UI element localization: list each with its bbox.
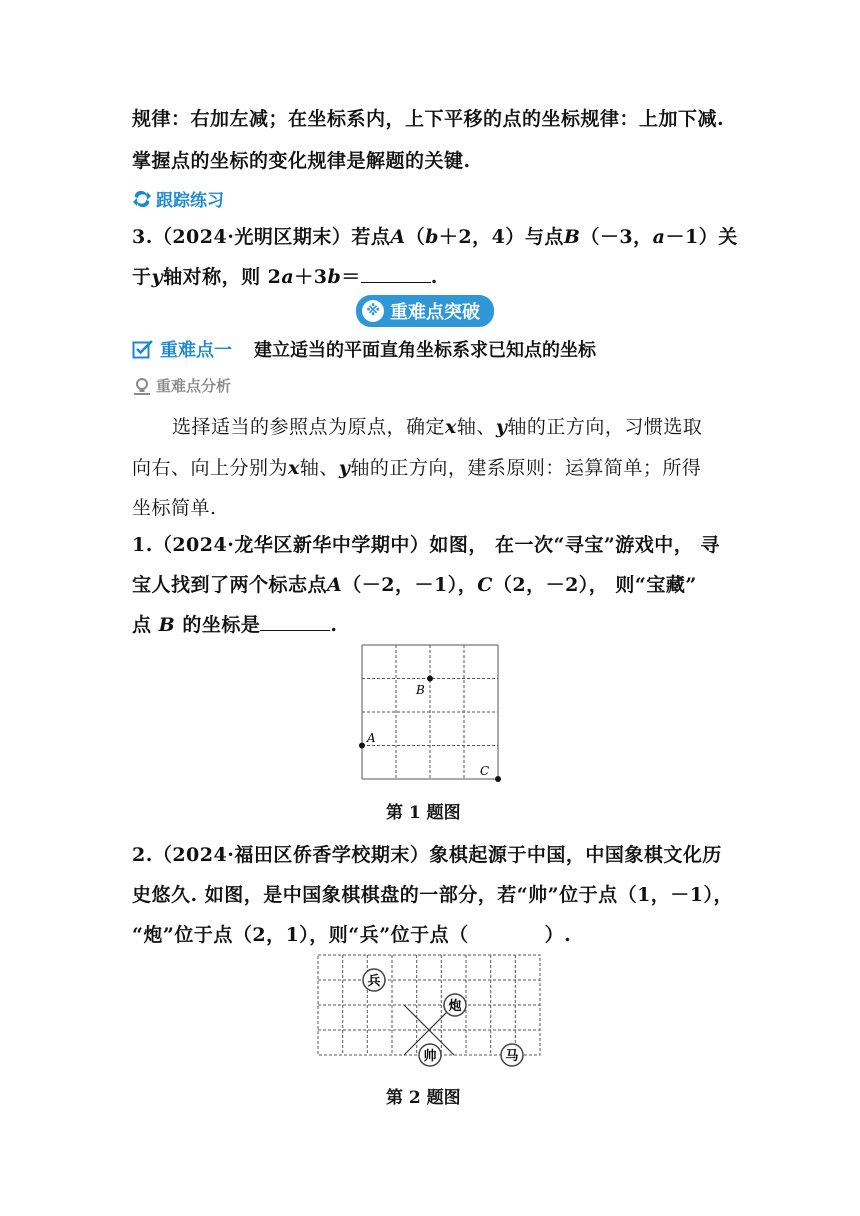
text-segment: B	[158, 614, 176, 636]
banner-label: 重难点突破	[390, 302, 480, 323]
piece-bing	[363, 969, 385, 991]
answer-blank[interactable]	[260, 612, 330, 631]
text-segment: A	[390, 226, 406, 248]
piece-shuai-label: 帅	[423, 1049, 437, 1064]
text-segment: B	[563, 226, 581, 248]
checkbox-pen-icon	[132, 339, 154, 359]
question-3-line-1	[132, 222, 738, 249]
piece-bing-label: 兵	[367, 974, 381, 989]
analysis-line-2	[132, 453, 701, 480]
text-segment: “炮”位于点（2，1），则“兵”位于点（	[132, 924, 469, 946]
analysis-heading-label: 重难点分析	[156, 377, 232, 395]
section-banner	[356, 295, 494, 327]
analysis-line-1	[172, 412, 702, 439]
text-segment: 轴的正方向，建系原则：运算简单；所得	[350, 457, 702, 479]
text-segment: C	[477, 574, 493, 596]
label-c: C	[480, 764, 490, 778]
text-segment: x	[288, 457, 300, 479]
figure-1-caption: 第 1 题图	[386, 803, 461, 823]
keypoint-title: 建立适当的平面直角坐标系求已知点的坐标	[254, 340, 596, 361]
text-segment: ＋2，4）与点	[438, 226, 564, 248]
label-b: B	[416, 683, 425, 697]
text-segment: 轴、	[299, 457, 339, 479]
figure-2-caption: 第 2 题图	[386, 1088, 461, 1108]
text-segment: 轴、	[456, 416, 496, 438]
analysis-line-3: 坐标简单.	[132, 497, 217, 519]
piece-pao-label: 炮	[448, 999, 462, 1014]
label-a: A	[367, 731, 376, 745]
question-2-line-1: 2.（2024·福田区侨香学校期末）象棋起源于中国，中国象棋文化历	[132, 844, 722, 866]
text-segment: y	[495, 416, 508, 438]
text-segment: b	[327, 266, 342, 288]
question-3-line-2	[132, 262, 438, 289]
text-segment: 3.（2024·光明区期末）若点	[132, 226, 391, 248]
piece-pao	[444, 994, 466, 1016]
text-segment: .	[330, 614, 338, 636]
text-segment: （2，－2）， 则“宝藏”	[492, 574, 697, 596]
text-segment: x	[445, 416, 457, 438]
reference-mark-icon: ※	[362, 300, 384, 322]
text-segment: A	[327, 574, 343, 596]
text-segment: ）.	[544, 924, 572, 946]
text-segment: 的坐标是	[182, 614, 261, 636]
text-segment: 轴对称，则 2	[163, 266, 282, 288]
answer-blank[interactable]	[361, 264, 431, 283]
loop-arrows-icon	[132, 190, 152, 208]
text-segment: （－2，－1），	[342, 574, 478, 596]
point-c	[495, 776, 501, 782]
lightbulb-icon	[132, 376, 152, 396]
text-segment: y	[338, 457, 351, 479]
figure-2-chessboard	[312, 950, 547, 1070]
practice-heading-label: 跟踪练习	[156, 191, 224, 211]
point-b	[427, 676, 433, 682]
text-line: 规律：右加左减；在坐标系内，上下平移的点的坐标规律：上加下减.	[132, 108, 725, 130]
keypoint-tag: 重难点一	[160, 340, 232, 361]
piece-ma	[501, 1044, 523, 1066]
keypoint-heading	[132, 336, 596, 362]
question-1-line-2	[132, 570, 697, 597]
text-segment: 宝人找到了两个标志点	[132, 574, 328, 596]
text-segment: y	[151, 266, 164, 288]
text-segment: （－3，	[580, 226, 653, 248]
piece-shuai	[419, 1044, 441, 1066]
text-segment: .	[430, 266, 438, 288]
text-segment: ＝	[341, 266, 361, 288]
text-segment: 向右、向上分别为	[132, 457, 289, 479]
text-segment: 于	[132, 266, 152, 288]
text-segment: b	[425, 226, 439, 248]
point-a	[359, 743, 365, 749]
text-line: 掌握点的坐标的变化规律是解题的关键.	[132, 150, 471, 172]
question-1-line-1: 1.（2024·龙华区新华中学期中）如图， 在一次“寻宝”游戏中， 寻	[132, 534, 720, 556]
analysis-heading	[132, 375, 231, 396]
figure-1-grid	[355, 640, 505, 785]
question-1-line-3	[132, 610, 337, 637]
practice-heading	[132, 186, 224, 211]
text-segment: a	[652, 226, 666, 248]
text-segment: －1）关	[665, 226, 738, 248]
text-segment: 点	[132, 614, 152, 636]
text-segment: a	[281, 266, 295, 288]
text-segment: ＋3	[294, 266, 328, 288]
question-2-line-3	[132, 920, 571, 947]
piece-ma-label: 马	[505, 1049, 519, 1064]
text-segment: （	[405, 226, 426, 248]
text-segment: 轴的正方向，习惯选取	[507, 416, 703, 438]
text-segment: 选择适当的参照点为原点，确定	[172, 416, 446, 438]
question-2-line-2: 史悠久. 如图，是中国象棋棋盘的一部分，若“帅”位于点（1，－1），	[132, 884, 734, 906]
